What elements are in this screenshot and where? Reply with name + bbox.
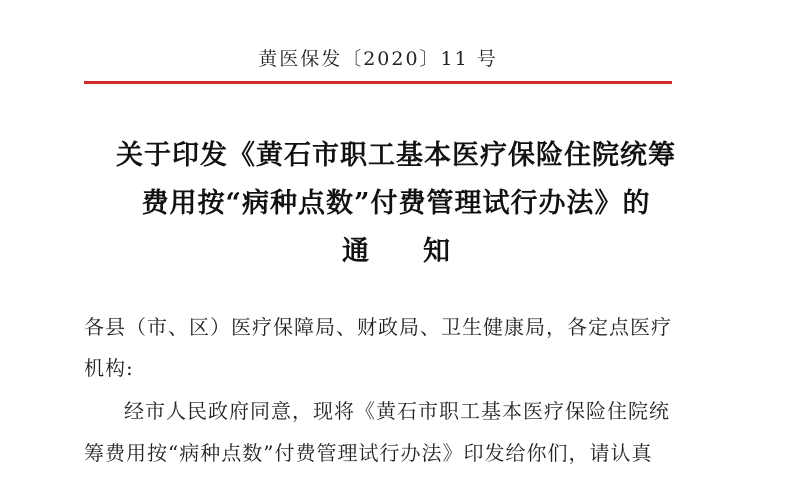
body-paragraph-line-2: 筹费用按“病种点数”付费管理试行办法》印发给你们，请认真 [84,441,653,465]
recipients-line-1: 各县（市、区）医疗保障局、财政局、卫生健康局，各定点医疗 [84,315,672,339]
title-line-2: 费用按“病种点数”付费管理试行办法》的 [141,188,651,219]
title-line-3 [40,229,752,268]
title-line-1: 关于印发《黄石市职工基本医疗保险住院统筹 [116,140,676,171]
recipients-line-2: 机构: [84,356,134,380]
document-number: 黄医保发〔2020〕11 号 [258,48,498,70]
title-line-3-part-2: 知 [423,236,450,267]
body-paragraph-line-1: 经市人民政府同意，现将《黄石市职工基本医疗保险住院统 [124,399,670,423]
title-line-3-part-1: 通 [342,236,369,267]
red-header-rule [84,81,672,84]
